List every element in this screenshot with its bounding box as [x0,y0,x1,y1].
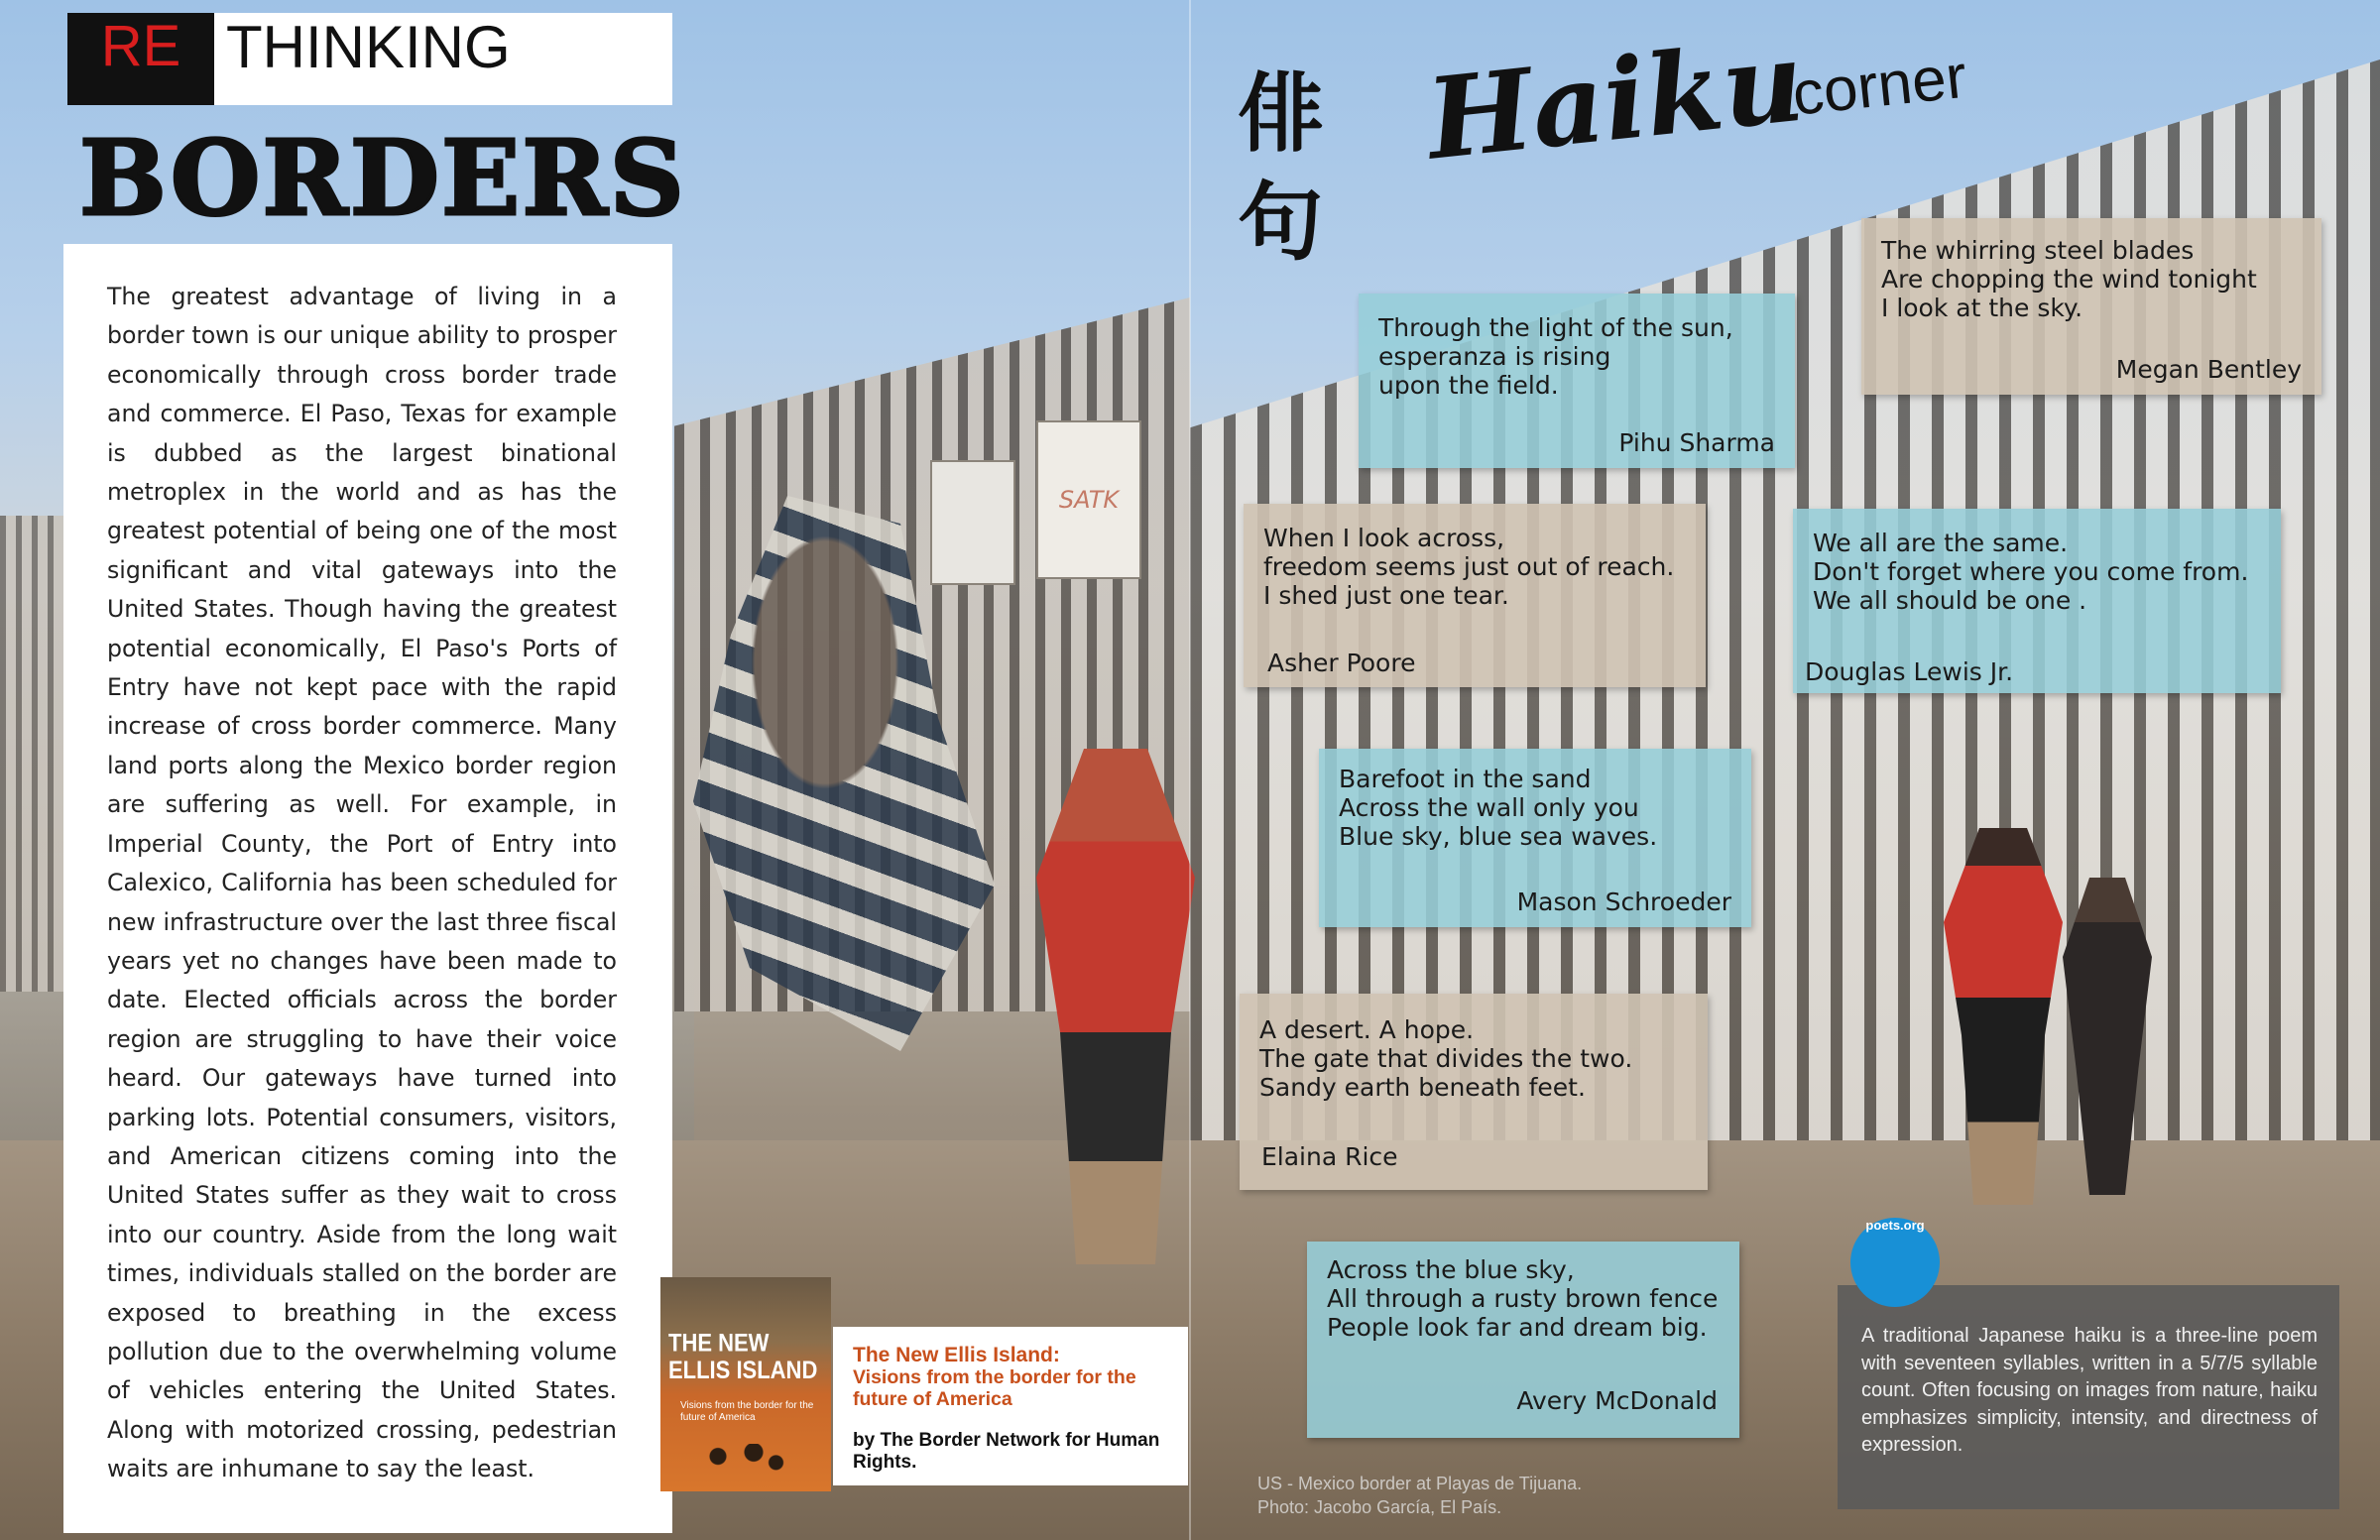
haiku-card-asher-poore [1244,504,1706,687]
haiku-card-avery-mcdonald [1307,1242,1739,1438]
haiku-poem: When I look across, freedom seems just out of reach. I shed just one tear. [1263,524,1675,610]
book-cover-title: THE NEW ELLIS ISLAND [668,1328,818,1384]
book-title-line1: The New Ellis Island: [853,1344,1060,1366]
fence-sign-graffiti [1036,420,1141,579]
re-text: RE [100,14,181,78]
page-fold [1189,0,1191,1540]
haiku-card-douglas-lewis [1793,509,2281,693]
haiku-author: Megan Bentley [2115,355,2302,384]
haiku-poem: We all are the same. Don't forget where you come from. We all should be one . [1813,529,2249,615]
haiku-card-elaina-rice [1240,994,1708,1190]
sign-graffiti-text: SATK [1058,486,1120,514]
book-cover-figures [700,1444,789,1485]
haiku-title: Haiku [1421,16,1810,185]
book-cover-subtitle: Visions from the border for the future of America [680,1400,814,1423]
caption-line-1: US - Mexico border at Playas de Tijuana. [1257,1474,1583,1493]
caption-line-2: Photo: Jacobo García, El País. [1257,1497,1502,1517]
borders-heading: BORDERS [79,117,686,239]
article-panel [63,244,672,1533]
thinking-text: THINKING [226,14,511,80]
re-box [67,13,214,105]
haiku-kanji: 俳句 [1238,63,1323,273]
photo-caption [1257,1472,1582,1519]
haiku-poem: A desert. A hope. The gate that divides the two. Sandy earth beneath feet. [1259,1015,1633,1102]
book-cover-image[interactable] [660,1277,831,1491]
book-title-line2: Visions from the border for the future of America [853,1366,1136,1410]
haiku-poem: Across the blue sky, All through a rusty brown fence People look far and dream big. [1327,1255,1719,1342]
haiku-info-box [1838,1285,2339,1509]
haiku-author: Mason Schroeder [1516,888,1731,916]
book-author: by The Border Network for Human Rights. [853,1430,1160,1473]
haiku-card-megan-bentley [1861,218,2321,395]
book-title[interactable] [853,1345,1185,1410]
haiku-author: Avery McDonald [1516,1386,1718,1415]
poets-org-logo[interactable] [1850,1218,1940,1307]
haiku-poem: Barefoot in the sand Across the wall only you Blue sky, blue sea waves. [1339,765,1658,851]
corner-title: corner [1789,42,1970,129]
haiku-author: Pihu Sharma [1618,428,1775,457]
haiku-definition: A traditional Japanese haiku is a three-line poem with seventeen syllables, written in a 5/7/5 syllable count. Often focusing on images from nature, haiku emphasizes simplicity, intensity, and directness of expression. [1861,1325,2318,1456]
article-body: The greatest advantage of living in a border town is our unique ability to prosper economically through cross border trade and commerce. El Paso, Texas for example is dubbed as the largest binational metroplex in the world and as has the greatest potential of being one of the most significant and vital gateways into the United States. Though having the greatest potential economically, El Paso's Ports of Entry have not kept pace with the rapid increase of cross border commerce. Many land ports along the Mexico border region are suffering as well. For example, in Imperial County, the Port of Entry into Calexico, California has been scheduled for new infrastructure over the last three fiscal years yet no changes have been made to date. Elected officials across the border region are struggling to have their voice heard. Our gateways have turned into parking lots. Potential consumers, visitors, and American citizens coming into the United States suffer as they wait to cross into our country. Aside from the long wait times, individuals stalled on the border are exposed to breathing in the excess pollution due to the overwhelming volume of vehicles entering the United States. Along with motorized crossing, pedestrian waits are inhumane to say the least. [107,283,617,1483]
fence-sign-small [930,460,1015,585]
haiku-poem: The whirring steel blades Are chopping the wind tonight I look at the sky. [1881,236,2257,322]
book-info-box [833,1327,1188,1485]
haiku-card-pihu-sharma [1359,294,1795,468]
haiku-author: Elaina Rice [1261,1142,1398,1171]
haiku-card-mason-schroeder [1319,749,1751,927]
poets-org-logo-text: poets.org [1865,1218,1925,1233]
haiku-author: Asher Poore [1267,649,1416,677]
haiku-author: Douglas Lewis Jr. [1805,657,2014,686]
haiku-poem: Through the light of the sun, esperanza is rising upon the field. [1378,313,1733,400]
rethinking-banner [67,13,672,105]
